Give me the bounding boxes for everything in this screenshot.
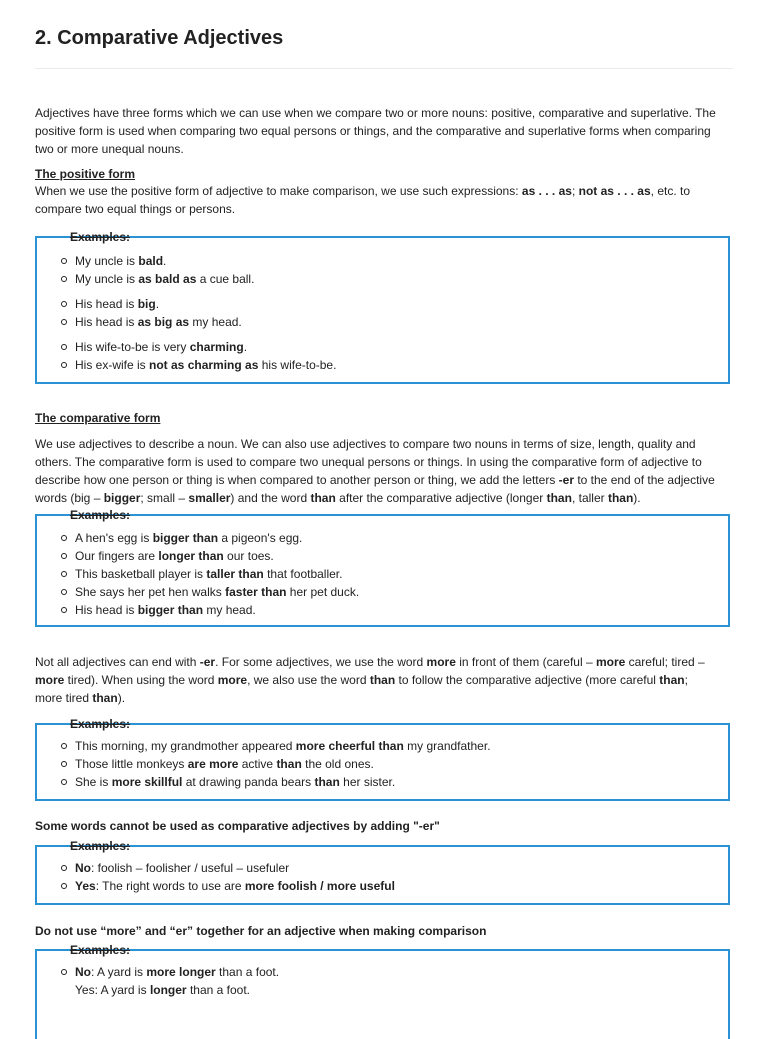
example-item: His wife-to-be is very charming. xyxy=(75,338,718,356)
bullet-icon xyxy=(61,571,67,577)
examples-box-more xyxy=(35,717,730,801)
positive-line: When we use the positive form of adjective to make comparison, we use such expressions: as . . . as; not as . . . as, etc. to xyxy=(35,184,691,198)
example-item: She says her pet hen walks faster than her pet duck. xyxy=(75,583,718,601)
examples-box-er xyxy=(35,839,730,905)
example-item: My uncle is bald. xyxy=(75,252,718,270)
examples-label: Examples: xyxy=(70,839,131,853)
example-item: His ex-wife is not as charming as his wife-to-be. xyxy=(75,356,718,374)
comparative-form-heading: The comparative form xyxy=(35,411,161,425)
example-item: My uncle is as bald as a cue ball. xyxy=(75,270,718,288)
bullet-icon xyxy=(61,589,67,595)
example-item: She is more skillful at drawing panda bears than her sister. xyxy=(75,773,718,791)
examples-list xyxy=(75,963,718,999)
example-item: No: foolish – foolisher / useful – usefuler xyxy=(75,859,718,877)
examples-label: Examples: xyxy=(70,943,131,957)
positive-paragraph xyxy=(35,182,734,218)
examples-list xyxy=(75,529,718,619)
bullet-icon xyxy=(61,535,67,541)
examples-label: Examples: xyxy=(70,230,131,244)
bullet-icon xyxy=(61,553,67,559)
examples-box-together xyxy=(35,943,730,1039)
more-paragraph: Not all adjectives can end with -er. For some adjectives, we use the word more in front of them (careful – more careful; tired – more tired). When using the word more, we also use the word than to follow the comparative adjective (more careful than; more tired than). xyxy=(35,655,705,705)
bullet-icon xyxy=(61,276,67,282)
examples-list xyxy=(75,859,718,895)
examples-box-comparative xyxy=(35,508,730,627)
bullet-icon xyxy=(61,301,67,307)
example-item: Yes: A yard is longer than a foot. xyxy=(75,983,250,997)
bullet-icon xyxy=(61,761,67,767)
example-item: A hen's egg is bigger than a pigeon's egg. xyxy=(75,529,718,547)
intro-line: two or more unequal nouns. xyxy=(35,142,184,156)
comparative-paragraph: We use adjectives to describe a noun. We can also use adjectives to compare two nouns in terms of size, length, quality and others. The comparative form is used to compare two unequal persons or things. In using the comparative form of adjective to describe how one person or thing is when compared to another person or thing, we add the letters -er to the end of the adjective words (big – bigger; small – smaller) and the word than after the comparative adjective (longer than, taller than). xyxy=(35,437,715,505)
positive-line: compare two equal things or persons. xyxy=(35,202,236,216)
intro-line: Adjectives have three forms which we can use when we compare two or more nouns: positive, comparative and superlative. The xyxy=(35,106,716,120)
bullet-icon xyxy=(61,883,67,889)
page-title: 2. Comparative Adjectives xyxy=(35,27,284,49)
intro-line: positive form is used when comparing two equal persons or things, and the comparative and superlative forms when comparing xyxy=(35,124,711,138)
example-item: This morning, my grandmother appeared more cheerful than my grandfather. xyxy=(75,737,718,755)
example-item: His head is big. xyxy=(75,295,718,313)
examples-box-positive xyxy=(35,230,730,384)
examples-list xyxy=(75,737,718,791)
bullet-icon xyxy=(61,362,67,368)
positive-form-heading: The positive form xyxy=(35,167,136,181)
bullet-icon xyxy=(61,865,67,871)
intro-paragraph xyxy=(35,104,734,158)
er-heading: Some words cannot be used as comparative adjectives by adding "-er" xyxy=(35,819,440,833)
example-item: His head is bigger than my head. xyxy=(75,601,718,619)
examples-label: Examples: xyxy=(70,717,131,731)
example-item: His head is as big as my head. xyxy=(75,313,718,331)
example-item: Yes: The right words to use are more foolish / more useful xyxy=(75,877,718,895)
bullet-icon xyxy=(61,319,67,325)
title-divider xyxy=(35,68,733,69)
together-heading: Do not use “more” and “er” together for an adjective when making comparison xyxy=(35,924,487,938)
examples-label: Examples: xyxy=(70,508,131,522)
example-item: This basketball player is taller than that footballer. xyxy=(75,565,718,583)
bullet-icon xyxy=(61,607,67,613)
example-item: Those little monkeys are more active than the old ones. xyxy=(75,755,718,773)
example-item: No: A yard is more longer than a foot. xyxy=(75,963,718,981)
example-item: Our fingers are longer than our toes. xyxy=(75,547,718,565)
bullet-icon xyxy=(61,344,67,350)
bullet-icon xyxy=(61,258,67,264)
bullet-icon xyxy=(61,969,67,975)
bullet-icon xyxy=(61,743,67,749)
bullet-icon xyxy=(61,779,67,785)
examples-list xyxy=(75,252,718,374)
